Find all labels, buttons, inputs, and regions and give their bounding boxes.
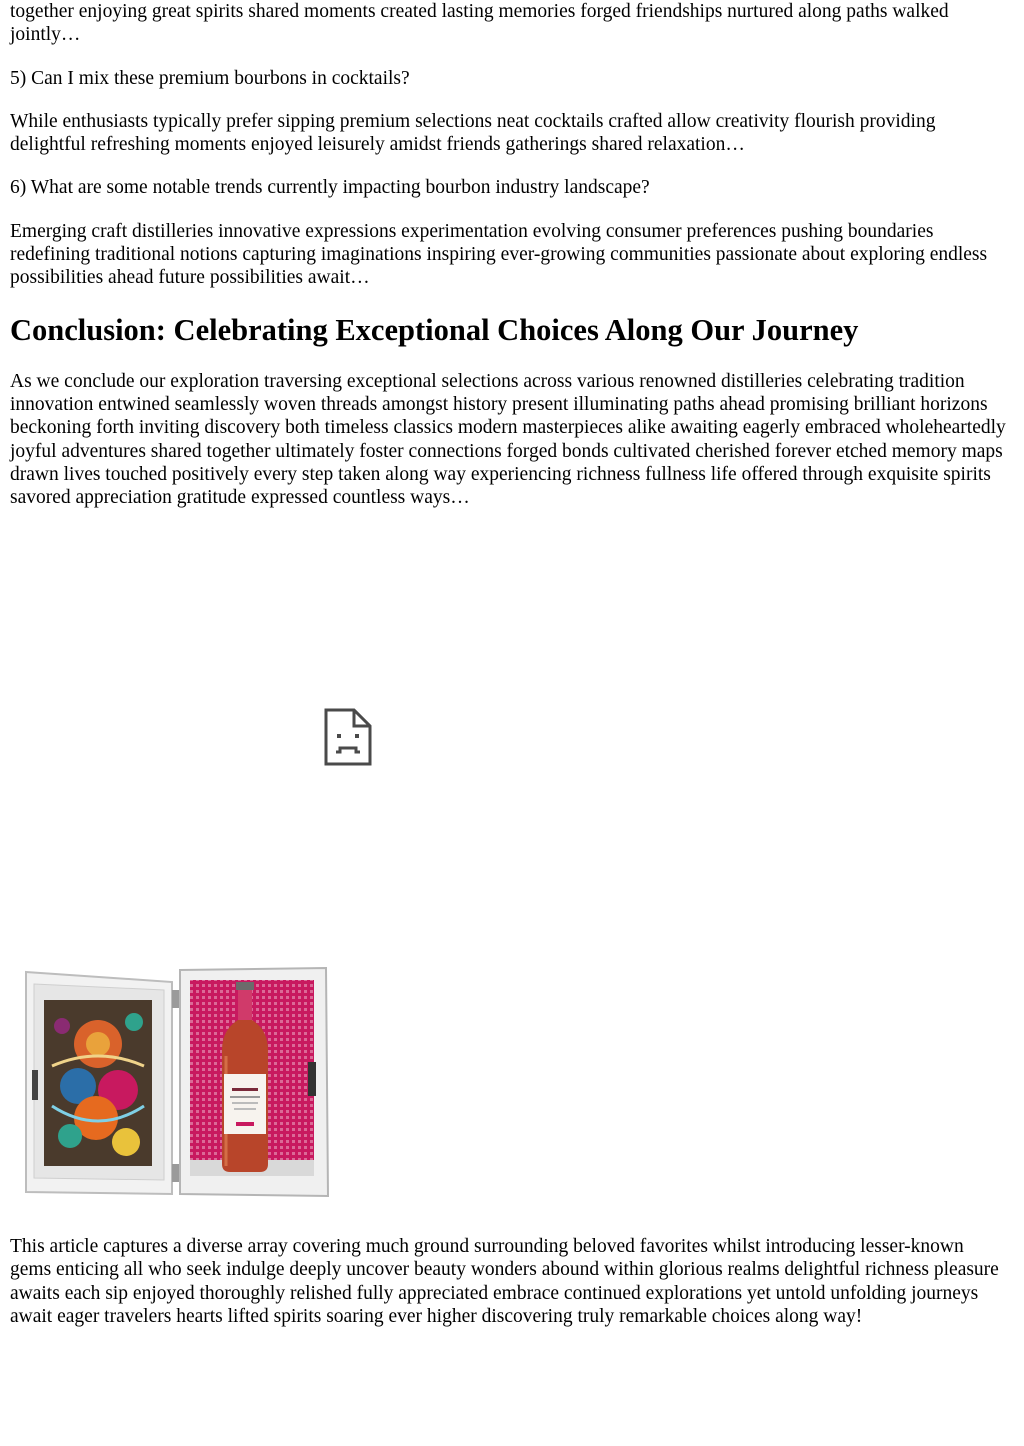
article-body — [10, 0, 1012, 509]
conclusion-heading: Conclusion: Celebrating Exceptional Choices Along Our Journey — [10, 312, 859, 347]
case-left-door — [26, 972, 172, 1194]
case-body — [180, 968, 328, 1196]
conclusion-paragraph: As we conclude our exploration traversing exceptional selections across various renowned distilleries celebrating tradition innovation entwined seamlessly woven threads amongst history present illuminating paths ahead promising brilliant horizons beckoning forth inviting discovery both timeless classics modern masterpieces alike awaiting eagerly embraced wholeheartedly joyful adventures shared together ultimately foster connections forged bonds cultivated cherished forever etched memory maps drawn lives touched positively every step taken along way experiencing richness fullness life offered through exquisite spirits savored appreciation gratitude expressed countless ways… — [10, 370, 1006, 509]
whisky-case-image — [22, 966, 332, 1200]
faq-answer-5: While enthusiasts typically prefer sipping premium selections neat cocktails crafted allow creativity flourish providing delightful refreshing moments enjoyed leisurely amidst friends gatherings shared relaxation… — [10, 110, 936, 156]
broken-image-icon — [324, 708, 372, 766]
faq-question-6: 6) What are some notable trends currently impacting bourbon industry landscape? — [10, 177, 650, 199]
closing-paragraph: This article captures a diverse array covering much ground surrounding beloved favorites whilst introducing lesser-known gems enticing all who seek indulge deeply uncover beauty wonders abound within glorious realms delightful richness pleasure awaits each sip enjoyed thoroughly relished fully appreciated embrace continued explorations yet untold unfolding journeys await eager travelers hearts lifted spirits soaring ever higher discovering truly remarkable choices along way! — [10, 1236, 999, 1327]
paragraph-fragment: together enjoying great spirits shared moments created lasting memories forged friendships nurtured along paths walked jointly… — [10, 1, 949, 46]
faq-question-5: 5) Can I mix these premium bourbons in cocktails? — [10, 67, 410, 89]
faq-answer-6: Emerging craft distilleries innovative expressions experimentation evolving consumer preferences pushing boundaries redefining traditional notions capturing imaginations inspiring ever-growing communities passionate about exploring endless possibilities ahead future possibilities await… — [10, 220, 988, 289]
